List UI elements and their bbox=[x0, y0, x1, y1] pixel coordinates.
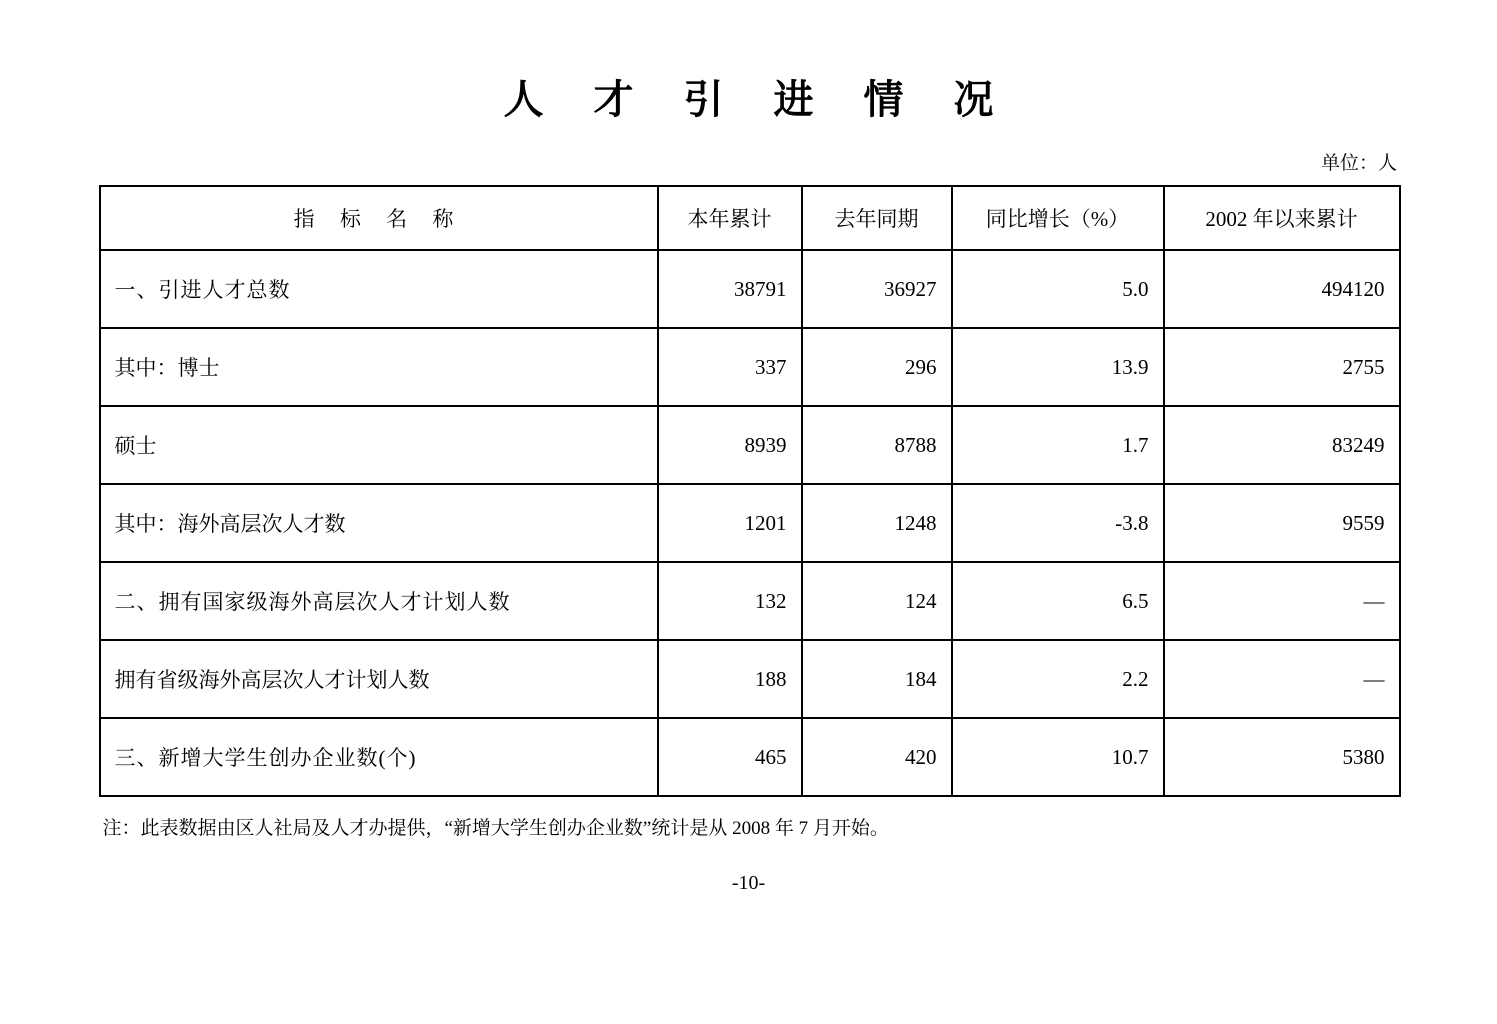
table-note: 注：此表数据由区人社局及人才办提供，“新增大学生创办企业数”统计是从 2008 年 7 月开始。 bbox=[102, 818, 889, 839]
page-number: -10- bbox=[731, 872, 766, 894]
table-row bbox=[100, 484, 1400, 562]
column-header-previous: 去年同期 bbox=[802, 186, 952, 250]
table-body bbox=[100, 250, 1400, 796]
row-current-value: 38791 bbox=[658, 250, 802, 328]
row-current-value: 465 bbox=[658, 718, 802, 796]
column-header-current: 本年累计 bbox=[658, 186, 802, 250]
row-previous-value: 420 bbox=[802, 718, 952, 796]
table-row bbox=[100, 718, 1400, 796]
table-row bbox=[100, 562, 1400, 640]
row-previous-value: 184 bbox=[802, 640, 952, 718]
row-cumulative-value: 494120 bbox=[1164, 250, 1400, 328]
row-cumulative-value: 2755 bbox=[1164, 328, 1400, 406]
row-yoy-value: 2.2 bbox=[952, 640, 1164, 718]
table-row bbox=[100, 250, 1400, 328]
row-cumulative-value: — bbox=[1164, 562, 1400, 640]
row-current-value: 337 bbox=[658, 328, 802, 406]
unit-label: 单位：人 bbox=[1320, 153, 1397, 174]
row-previous-value: 36927 bbox=[802, 250, 952, 328]
row-label: 硕士 bbox=[100, 406, 658, 484]
row-cumulative-value: — bbox=[1164, 640, 1400, 718]
row-yoy-value: 5.0 bbox=[952, 250, 1164, 328]
column-header-cumulative: 2002 年以来累计 bbox=[1164, 186, 1400, 250]
row-label: 一、引进人才总数 bbox=[100, 250, 658, 328]
table-row bbox=[100, 406, 1400, 484]
row-current-value: 132 bbox=[658, 562, 802, 640]
row-label: 二、拥有国家级海外高层次人才计划人数 bbox=[100, 562, 658, 640]
row-label: 其中：海外高层次人才数 bbox=[100, 484, 658, 562]
statistics-table-container bbox=[99, 185, 1399, 797]
table-header-row bbox=[100, 186, 1400, 250]
row-yoy-value: 13.9 bbox=[952, 328, 1164, 406]
row-cumulative-value: 5380 bbox=[1164, 718, 1400, 796]
row-current-value: 1201 bbox=[658, 484, 802, 562]
row-current-value: 8939 bbox=[658, 406, 802, 484]
column-header-indicator: 指 标 名 称 bbox=[100, 186, 658, 250]
row-label: 三、新增大学生创办企业数(个) bbox=[100, 718, 658, 796]
row-yoy-value: 10.7 bbox=[952, 718, 1164, 796]
row-cumulative-value: 9559 bbox=[1164, 484, 1400, 562]
page-title: 人 才 引 进 情 况 bbox=[503, 77, 1014, 122]
table-row bbox=[100, 328, 1400, 406]
row-previous-value: 8788 bbox=[802, 406, 952, 484]
row-cumulative-value: 83249 bbox=[1164, 406, 1400, 484]
row-yoy-value: 1.7 bbox=[952, 406, 1164, 484]
row-label: 其中：博士 bbox=[100, 328, 658, 406]
statistics-table bbox=[99, 185, 1401, 797]
row-previous-value: 124 bbox=[802, 562, 952, 640]
column-header-yoy: 同比增长（%） bbox=[952, 186, 1164, 250]
row-yoy-value: 6.5 bbox=[952, 562, 1164, 640]
row-yoy-value: -3.8 bbox=[952, 484, 1164, 562]
row-label: 拥有省级海外高层次人才计划人数 bbox=[100, 640, 658, 718]
table-row bbox=[100, 640, 1400, 718]
row-previous-value: 296 bbox=[802, 328, 952, 406]
row-current-value: 188 bbox=[658, 640, 802, 718]
row-previous-value: 1248 bbox=[802, 484, 952, 562]
